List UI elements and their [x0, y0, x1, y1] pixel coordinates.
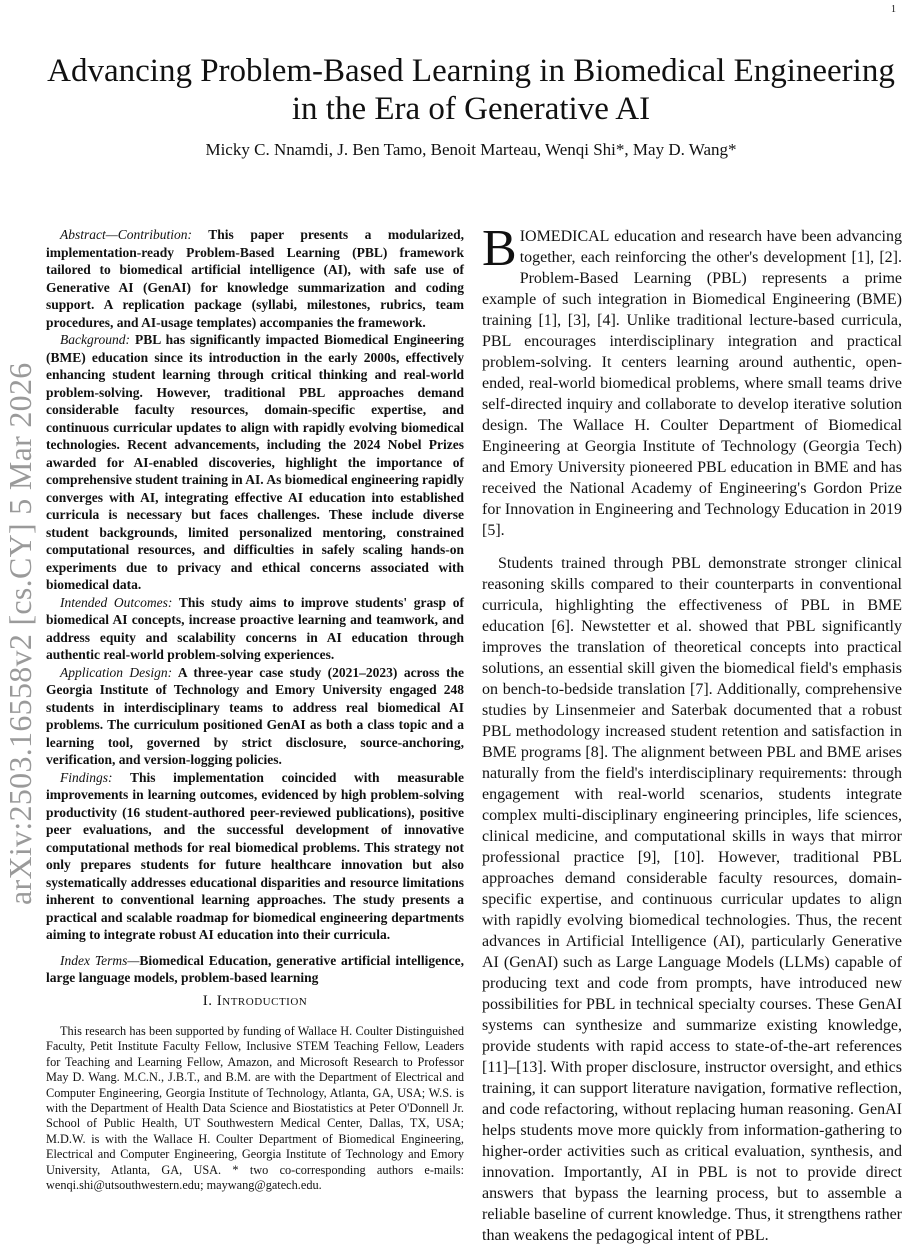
- index-terms: [46, 952, 464, 987]
- intro-paragraph-1-text: education and research have been advancing together, each reinforcing the other's development [1], [2]. Problem-Based Learning (PBL) represents a prime example of such integration in Biomedical Engineering (BME) training [1], [3], [4]. Unlike traditional lecture-based curricula, PBL encourages interdisciplinary integration and practical problem-solving. It centers learning around authentic, open-ended, real-world biomedical problems, where small teams drive self-directed inquiry and collaborate to develop iterative solution design. The Wallace H. Coulter Department of Biomedical Engineering at Georgia Institute of Technology (Georgia Tech) and Emory University pioneered PBL education in BME and has received the National Academy of Engineering's Gordon Prize for Innovation in Engineering and Technology Education in 2019 [5].: [482, 228, 902, 539]
- left-column: [46, 226, 464, 1193]
- abstract-design: [46, 664, 464, 769]
- right-column: [482, 220, 902, 1246]
- index-terms-label: Index Terms—: [60, 952, 140, 968]
- abstract-findings: [46, 769, 464, 944]
- abstract-design-label: Application Design:: [60, 664, 173, 680]
- paper-title: Advancing Problem-Based Learning in Biomedical Engineering in the Era of Generative AI: [47, 53, 895, 127]
- abstract-outcomes-text: This study aims to improve students' grasp of biomedical AI concepts, increase proactive learning and teamwork, and address equity and scalability concerns in AI education through authentic real-world problem-solving experiences.: [46, 594, 464, 662]
- intro-paragraph-2: Students trained through PBL demonstrate stronger clinical reasoning skills compared to their counterparts in conventional curricula, highlighting the effectiveness of PBL in BME education [6]. Newstetter et al. showed that PBL significantly improves the translation of theoretical concepts into practical solutions, an essential skill given the biomedical field's emphasis on bench-to-bedside translation [7]. Additionally, comprehensive studies by Linsenmeier and Saterbak documented that a robust PBL methodology increased student retention and satisfaction in BME programs [8]. The alignment between PBL and BME arises naturally from the field's interdisciplinary requirements: through engagement with real-world scenarios, students integrate complex multi-disciplinary engineering principles, life sciences, clinical medicine, and computational skills in ways that mirror professional practice [9], [10]. However, traditional PBL approaches demand considerable faculty resources, domain-specific expertise, and continuous curricular updates to align with rapidly evolving biomedical technologies. Thus, the recent advances in Artificial Intelligence (AI), particularly Generative AI (GenAI) such as Large Language Models (LLMs) capable of producing text and code from prompts, have introduced new possibilities for PBL in technical specialty courses. These GenAI systems can synthesize and summarize existing knowledge, provide students with rapid access to state-of-the-art references [11]–[13]. With proper disclosure, instructor oversight, and ethics training, it can support literature navigation, formative reflection, and code refactoring, without replacing human reasoning. GenAI helps students move more quickly from information-gathering to higher-order activities such as critical evaluation, synthesis, and innovation. Importantly, AI in PBL is not to provide direct answers that bypass the learning process, but to assemble a reliable baseline of current knowledge. Thus, it strengthens rather than weakens the pedagogical intent of PBL.: [482, 555, 902, 1244]
- abstract-outcomes: [46, 594, 464, 664]
- page-number: 1: [891, 4, 896, 15]
- abstract-background: [46, 331, 464, 594]
- abstract-contribution-label: Abstract—Contribution:: [60, 227, 193, 242]
- dropcap: B: [482, 220, 517, 277]
- section-heading-introduction: I. Introduction: [202, 992, 308, 1009]
- abstract: [46, 226, 464, 944]
- abstract-outcomes-label: Intended Outcomes:: [60, 594, 173, 610]
- index-terms-text: Biomedical Education, generative artificial intelligence, large language models, problem-based learning: [46, 952, 464, 985]
- funding-footnote: This research has been supported by funding of Wallace H. Coulter Distinguished Faculty, Petit Institute Faculty Fellow, Inclusive STEM Teaching Fellow, Leaders for Teaching and Learning Fellow, Amazon, and Microsoft Research to Professor May D. Wang. M.C.N., J.B.T., and B.M. are with the Department of Electrical and Computer Engineering, Georgia Institute of Technology, Atlanta, GA, USA; W.S. is with the Department of Health Data Science and Biostatistics at Peter O'Donnell Jr. School of Public Health, UT Southwestern Medical Center, Dallas, TX, USA; M.D.W. is with the Wallace H. Coulter Department of Biomedical Engineering, Electrical and Computer Engineering, Georgia Institute of Technology and Emory University, Atlanta, GA, USA. * two co-corresponding authors e-mails: wenqi.shi@utsouthwestern.edu; maywang@gatech.edu.: [46, 1024, 464, 1193]
- arxiv-stamp: arXiv:2503.16558v2 [cs.CY] 5 Mar 2026: [2, 362, 38, 905]
- abstract-findings-text: This implementation coincided with measurable improvements in learning outcomes, evidenced by high problem-solving productivity (16 student-authored peer-reviewed publications), positive peer evaluations, and the successful development of innovative computational methods for real biomedical problems. This strategy not only prepares students for future healthcare innovation but also systematically addresses educational disparities and resource limitations inherent to conventional learning approaches. The study presents a practical and scalable roadmap for biomedical engineering departments aiming to integrate robust AI education into their curricula.: [46, 769, 464, 942]
- abstract-design-text: A three-year case study (2021–2023) across the Georgia Institute of Technology and Emory University engaged 248 students in interdisciplinary teams to address real biomedical AI problems. The curriculum positioned GenAI as both a class topic and a learning tool, governed by strict disclosure, source-anchoring, verification, and version-logging policies.: [46, 664, 465, 767]
- abstract-background-label: Background:: [60, 332, 130, 347]
- intro-paragraph-1: [482, 220, 902, 541]
- abstract-background-text: PBL has significantly impacted Biomedical Engineering (BME) education since its introduction in the early 2000s, effectively enhancing student learning through critical thinking and real-world problem-solving. However, traditional PBL approaches demand considerable faculty resources, domain-specific expertise, and continuous curricular updates to align with rapidly evolving biomedical technologies. Recent advancements, including the 2024 Nobel Prizes awarded for AI-enabled discoveries, highlight the importance of comprehensive student training in AI. As biomedical engineering rapidly converges with AI, integrating effective AI education into established curricula is necessary but faces challenges. These include diverse student backgrounds, limited personalized mentoring, constrained computational resources, and difficulties in safely scaling hands-on experiments due to privacy and ethical concerns associated with biomedical data.: [46, 332, 464, 592]
- intro-first-word: IOMEDICAL: [519, 228, 610, 245]
- abstract-contribution: [46, 226, 464, 331]
- abstract-contribution-text: This paper presents a modularized, implementation-ready Problem-Based Learning (PBL) framework tailored to biomedical artificial intelligence (AI), with safe use of Generative AI (GenAI) for knowledge summarization and coding support. A replication package (syllabi, milestones, rubrics, team procedures, and AI-usage templates) accompanies the framework.: [46, 227, 464, 330]
- abstract-findings-label: Findings:: [60, 769, 113, 785]
- author-list: Micky C. Nnamdi, J. Ben Tamo, Benoit Marteau, Wenqi Shi*, May D. Wang*: [205, 140, 737, 159]
